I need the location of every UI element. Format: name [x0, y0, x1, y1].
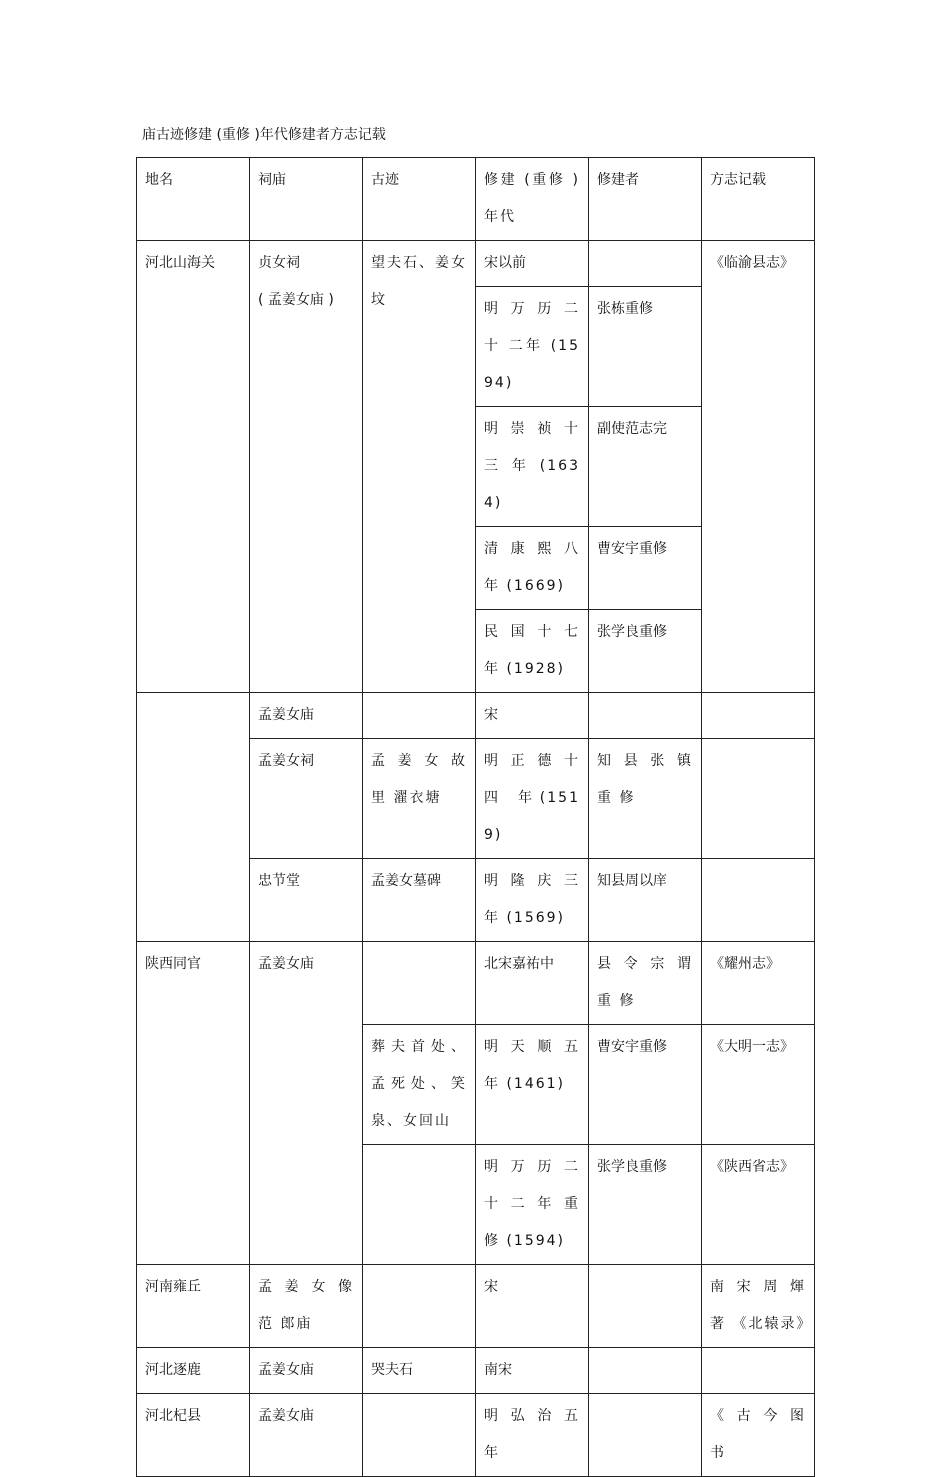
- builder-cell: 曹安宇重修: [589, 1025, 702, 1145]
- place-cell: 河北逐鹿: [137, 1348, 250, 1394]
- year-cell: 明 万 历 二 十 二年 (1594): [476, 287, 589, 407]
- site-cell: [363, 693, 476, 739]
- year-cell: 南宋: [476, 1348, 589, 1394]
- site-cell: 孟姜女墓碑: [363, 859, 476, 942]
- builder-cell: [589, 1265, 702, 1348]
- year-cell: 明 崇 祯 十 三 年 (1634): [476, 407, 589, 527]
- year-cell: 明 万 历 二 十 二 年 重 修 (1594): [476, 1145, 589, 1265]
- table-row: [137, 942, 815, 1025]
- temple-cell: 孟姜女庙: [250, 1348, 363, 1394]
- year-cell: 明 天 顺 五 年 (1461): [476, 1025, 589, 1145]
- temple-cell: 孟 姜 女 像 范 郎庙: [250, 1265, 363, 1348]
- gazetteer-cell: 《陕西省志》: [702, 1145, 815, 1265]
- site-cell: [363, 1394, 476, 1477]
- gazetteer-cell: 《 古 今 图 书: [702, 1394, 815, 1477]
- year-cell: 宋: [476, 1265, 589, 1348]
- site-cell: 哭夫石: [363, 1348, 476, 1394]
- gazetteer-cell: [702, 693, 815, 739]
- site-cell: 望夫石、姜女坟: [363, 241, 476, 693]
- temple-cell: 孟姜女庙: [250, 693, 363, 739]
- temple-text: 贞女祠 ( 孟姜女庙 ): [258, 255, 334, 308]
- builder-cell: 曹安宇重修: [589, 527, 702, 610]
- year-cell: 民 国 十 七 年 (1928): [476, 610, 589, 693]
- table-row: [137, 1394, 815, 1477]
- header-builder: 修建者: [589, 158, 702, 241]
- place-cell: 陕西同官: [137, 942, 250, 1265]
- gazetteer-cell: 《耀州志》: [702, 942, 815, 1025]
- header-site: 古迹: [363, 158, 476, 241]
- builder-cell: [589, 1394, 702, 1477]
- gazetteer-cell: [702, 1348, 815, 1394]
- gazetteer-cell: 南 宋 周 煇 著 《北辕录》: [702, 1265, 815, 1348]
- gazetteer-cell: [702, 739, 815, 859]
- builder-cell: [589, 693, 702, 739]
- place-cell: 河南雍丘: [137, 1265, 250, 1348]
- place-cell: 河北山海关: [137, 241, 250, 693]
- year-cell: 宋以前: [476, 241, 589, 287]
- year-cell: 明 弘 治 五 年: [476, 1394, 589, 1477]
- temple-records-table: [136, 157, 815, 1477]
- temple-cell: [250, 241, 363, 693]
- builder-cell: 张栋重修: [589, 287, 702, 407]
- gazetteer-cell: 《大明一志》: [702, 1025, 815, 1145]
- builder-cell: 知 县 张 镇 重 修: [589, 739, 702, 859]
- year-cell: 北宋嘉祐中: [476, 942, 589, 1025]
- builder-cell: 张学良重修: [589, 1145, 702, 1265]
- temple-cell: 忠节堂: [250, 859, 363, 942]
- year-cell: 明 正 德 十 四 年(1519): [476, 739, 589, 859]
- site-cell: 葬夫首处、 孟死处、笑泉、女回山: [363, 1025, 476, 1145]
- place-cell: 河北杞县: [137, 1394, 250, 1477]
- table-row: [137, 1265, 815, 1348]
- gazetteer-cell: [702, 859, 815, 942]
- table-row: [137, 693, 815, 739]
- temple-cell: 孟姜女庙: [250, 942, 363, 1265]
- year-cell: 明 隆 庆 三 年 (1569): [476, 859, 589, 942]
- site-cell: [363, 1265, 476, 1348]
- temple-cell: 孟姜女祠: [250, 739, 363, 859]
- header-temple: 祠庙: [250, 158, 363, 241]
- year-cell: 清 康 熙 八 年 (1669): [476, 527, 589, 610]
- builder-cell: 县 令 宗 谓 重 修: [589, 942, 702, 1025]
- site-cell: [363, 1145, 476, 1265]
- table-row: [137, 1348, 815, 1394]
- builder-cell: [589, 241, 702, 287]
- gazetteer-cell: 《临渝县志》: [702, 241, 815, 693]
- table-row: [137, 241, 815, 287]
- header-gazetteer: 方志记载: [702, 158, 815, 241]
- builder-cell: [589, 1348, 702, 1394]
- page-title: 庙古迹修建 (重修 )年代修建者方志记载: [142, 127, 386, 143]
- year-cell: 宋: [476, 693, 589, 739]
- table-header-row: [137, 158, 815, 241]
- builder-cell: 副使范志完: [589, 407, 702, 527]
- site-cell: 孟 姜 女 故 里 濯衣塘: [363, 739, 476, 859]
- temple-cell: 孟姜女庙: [250, 1394, 363, 1477]
- builder-cell: 知县周以庠: [589, 859, 702, 942]
- header-year: 修建 (重修 )年代: [476, 158, 589, 241]
- builder-cell: 张学良重修: [589, 610, 702, 693]
- site-cell: [363, 942, 476, 1025]
- place-cell: [137, 693, 250, 942]
- header-place: 地名: [137, 158, 250, 241]
